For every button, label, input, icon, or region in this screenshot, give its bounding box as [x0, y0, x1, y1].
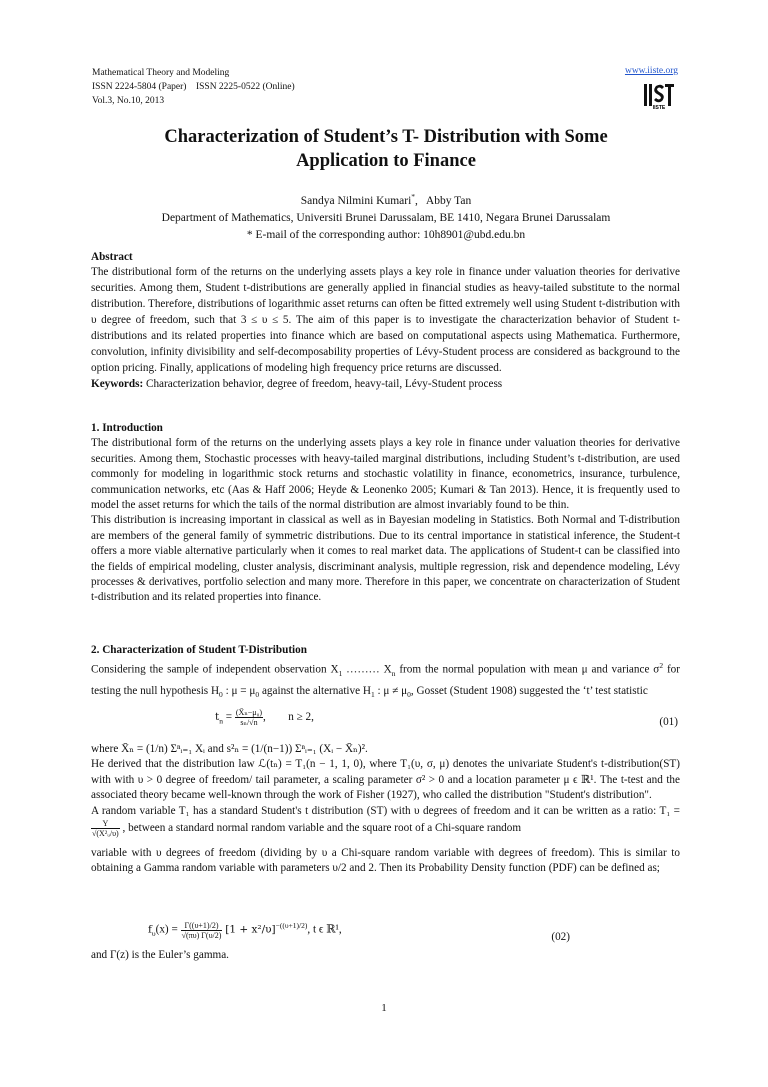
iiste-logo-icon [642, 80, 676, 110]
author-affiliation: Department of Mathematics, Universiti Brunei Darussalam, BE 1410, Negara Brunei Darussalam [161, 211, 611, 224]
keywords-text: Characterization behavior, degree of freedom, heavy-tail, Lévy-Student process [143, 377, 503, 390]
journal-volume: Vol.3, No.10, 2013 [92, 96, 165, 106]
section-2-continued [91, 742, 680, 877]
author-email: * E-mail of the corresponding author: 10h8901@ubd.edu.bn [246, 228, 526, 241]
equation-01-condition: , n ≥ 2, [263, 711, 314, 724]
where-definition-line: where X̄ₙ = (1/n) Σⁿᵢ₌₁ Xᵢ and s²ₙ = (1/(n−1)) Σⁿᵢ₌₁ (Xᵢ − X̄ₙ)². [91, 743, 368, 755]
section-2-paragraph-2: He derived that the distribution law ℒ(tₙ) = T₁(n − 1, 1, 0), where T₁(υ, σ, μ) denotes the univariate Student's t-distribution(ST) with with υ > 0 degree of freedom/ tail parameter, a scaling parameter σ² > 0 and a location parameter μ ϵ ℝ¹. The t-test and the associated theory became well-known through the work of Fisher (1927), who called the distribution "Student's distribution". [91, 758, 680, 802]
abstract-section [91, 250, 680, 392]
page-number: 1 [381, 1002, 387, 1014]
equation-01-fraction: $\frac{\text{(X̄ₙ−μ₀)}}{\text{sₙ/√n}}$ [235, 708, 263, 727]
corresponding-mark: * [411, 192, 416, 201]
section-2 [91, 643, 680, 704]
equation-01-number: (01) [659, 716, 678, 728]
abstract-text: The distributional form of the returns on the underlying assets plays a key role in finance under valuation theories for derivative securities. Among them, Student t-distributions are generally applied in financial studies as heavy-tailed substitute to the normal distribution. Therefore, distributions of logarithmic asset returns can often be fitted extremely well using Student t-distribution with υ degree of freedom, such that 3 ≤ υ ≤ 5. The aim of this paper is to investigate the characterization behavior of Student t-distributions and its related properties into finance which are based on computational aspects using Mathematica. Furthermore, convolution, infinity divisibility and self-decomposability properties of Lévy-Student process are considered as background to the option pricing. Finally, applications of modeling high frequency price returns are discussed. [91, 266, 680, 374]
equation-01-lhs: t [215, 711, 220, 724]
introduction-section [91, 421, 680, 606]
author-names [92, 188, 680, 210]
abstract-heading: Abstract [91, 251, 133, 263]
equation-02-lhs: f [148, 923, 152, 936]
author-block [92, 188, 680, 244]
equation-01: $t_n$ = $\frac{\text{(X̄ₙ−μ₀)}}{\text{sₙ/√n}}$ , n ≥ 2, [215, 708, 314, 727]
journal-url-link[interactable]: www.iiste.org [624, 66, 678, 76]
journal-name: Mathematical Theory and Modeling [92, 68, 230, 78]
section-2-paragraph-4: variable with υ degrees of freedom (dividing by υ a Chi-square random variable with degrees of freedom). This is similar to obtaining a Gamma random variable with parameters υ/2 and 2. Then its Probability Density function (PDF) can be defined as; [91, 847, 680, 875]
keywords-line [91, 377, 680, 392]
equation-02-number: (02) [551, 931, 570, 943]
paper-title [92, 125, 680, 173]
introduction-heading: 1. Introduction [91, 422, 163, 434]
journal-header [92, 66, 295, 108]
author-2: , Abby Tan [415, 194, 472, 207]
equation-02-domain: , t ϵ ℝ¹, [307, 923, 342, 936]
author-1: Sandya Nilmini Kumari [300, 194, 412, 207]
logo-text: IISTE [652, 105, 666, 110]
section-2-ending [91, 948, 680, 963]
section-2-heading: 2. Characterization of Student T-Distribution [91, 644, 307, 656]
title-line-2: Application to Finance [296, 151, 476, 171]
section-2-paragraph-1: Considering the sample of independent observation $X_1$ ……… $X_n$ from the normal population with mean μ and variance $\sigma^2$ for testing the null hypothesis $H_0$ : $\mu = \mu_0$ against the alternative $H_1$ : $\mu \ne \mu_0$, Gosset (Student 1908) suggested the ‘t’ test statistic [91, 661, 680, 700]
ratio-fraction: $\frac{Y}{\text{√(X²ᵤ/υ)}}$ [92, 819, 119, 839]
introduction-paragraph-1: The distributional form of the returns on the underlying assets plays a key role in finance under valuation theories for derivative securities. Among them, Stochastic processes with heavy-tailed marginal distributions, including Student’s t-distribution, are used commonly for modeling in logarithmic stock returns and stochastic volatility in finance, econometrics, insurance, turbulence, communication networks, etc (Aas & Haff 2006; Heyde & Leonenko 2005; Kumari & Tan 2013). Hence, it is frequently used to model the asset returns for which the tails of the normal distribution are almost invariably found to be thin. [91, 437, 680, 512]
title-line-1: Characterization of Student’s T- Distribution with Some [164, 127, 608, 147]
section-2-paragraph-3: A random variable T₁ has a standard Student's t distribution (ST) with υ degrees of freedom and it can be written as a ratio: T₁ = $\frac{Y}{\text{√(X²ᵤ/υ)}}$ , between a standard normal random variable and the square root of a Chi-square random [91, 804, 680, 839]
equation-02-fraction: $\frac{\Gamma((\upsilon+1)/2)}{√(\pi\upsilon) \Gamma(\upsilon/2)}$ [181, 920, 222, 940]
keywords-label: Keywords: [91, 377, 144, 390]
equation-02: $f_\upsilon(x)$ = $\frac{\Gamma((\upsilon+1)/2)}{√(\pi\upsilon) \Gamma(\upsilon/2)}$ $[1 + x^2/\upsilon]^{-((\upsilon+1)/2)}$, t ϵ ℝ¹, [148, 920, 342, 940]
introduction-paragraph-2: This distribution is increasing important in classical as well as in Bayesian modeling in Statistics. Both Normal and T-distribution are members of the general family of symmetric distributions. Due to its central importance in statistical inference, the Student-t offers a more viable alternative particularly when it comes to real market data. The applications of Student-t can be classified into the fields of empirical modeling, cluster analysis, discriminant analysis, multiple regression, risk and dependence modeling, Lévy processes & derivatives, portfolio selection and many more. Therefore in this paper, we concentrate on characterization of Student t-distribution and its related properties into finance. [91, 514, 680, 604]
euler-gamma-line: and Γ(z) is the Euler’s gamma. [91, 949, 229, 961]
journal-issn: ISSN 2224-5804 (Paper) ISSN 2225-0522 (Online) [92, 82, 295, 92]
